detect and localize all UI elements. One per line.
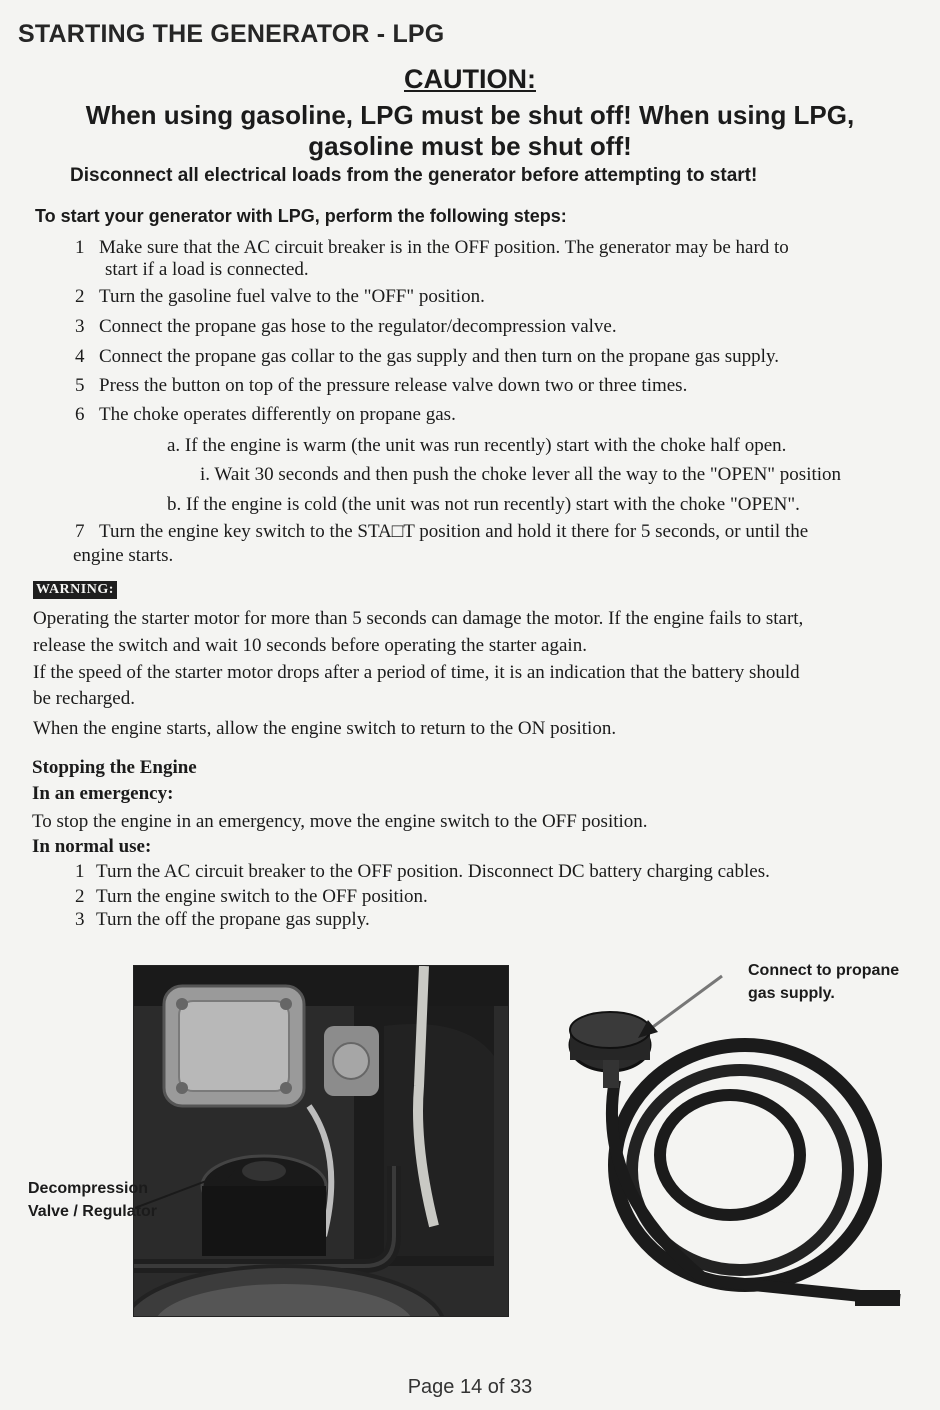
step-text: Turn the AC circuit breaker to the OFF position. Disconnect DC battery charging cables. (96, 861, 770, 882)
caution-heading: CAUTION: (404, 64, 536, 94)
step-number: 7 (75, 521, 85, 542)
choke-cold-note: b. If the engine is cold (the unit was not run recently) start with the choke "OPEN". (167, 494, 800, 515)
steps-heading: To start your generator with LPG, perform the following steps: (35, 206, 567, 226)
emergency-text: To stop the engine in an emergency, move the engine switch to the OFF position. (32, 811, 648, 832)
step-item (75, 345, 779, 369)
step-number: 4 (75, 346, 85, 367)
disconnect-notice: Disconnect all electrical loads from the generator before attempting to start! (70, 165, 758, 186)
step-text: Connect the propane gas hose to the regulator/decompression valve. (99, 316, 617, 337)
step-number: 2 (75, 886, 85, 907)
propane-hose-illustration (555, 990, 905, 1315)
caution-line-2: gasoline must be shut off! (308, 131, 632, 161)
engine-illustration (134, 966, 508, 1316)
warning-text-line: be recharged. (33, 688, 135, 709)
regulator-callout-line-1: Decompression (28, 1180, 149, 1197)
warning-text-line: release the switch and wait 10 seconds before operating the starter again. (33, 635, 587, 656)
propane-callout-line-1: Connect to propane (748, 962, 900, 979)
step-text: Connect the propane gas collar to the gas supply and then turn on the propane gas supply. (99, 346, 779, 367)
step-text: Press the button on top of the pressure release valve down two or three times. (99, 375, 688, 396)
step-text: Turn the gasoline fuel valve to the "OFF" position. (99, 286, 485, 307)
propane-callout-line-2: gas supply. (748, 985, 835, 1002)
propane-callout (748, 959, 899, 1005)
step-number: 5 (75, 375, 85, 396)
step-text: Turn the off the propane gas supply. (96, 909, 370, 930)
warning-text-line: Operating the starter motor for more than 5 seconds can damage the motor. If the engine fails to start, (33, 608, 804, 629)
generator-engine-photo (133, 965, 509, 1317)
step-continuation: start if a load is connected. (105, 259, 309, 280)
step-number: 6 (75, 404, 85, 425)
caution-statement (0, 100, 940, 162)
step-number: 3 (75, 316, 85, 337)
step-text: Make sure that the AC circuit breaker is in the OFF position. The generator may be hard to (99, 237, 789, 258)
step-number: 2 (75, 286, 85, 307)
page-number: Page 14 of 33 (407, 1376, 533, 1398)
page-title: STARTING THE GENERATOR - LPG (18, 20, 445, 48)
step-item (75, 403, 456, 427)
step-item (75, 374, 687, 398)
step-number: 1 (75, 237, 85, 258)
step-item (75, 315, 617, 339)
step-number: 1 (75, 861, 85, 882)
emergency-heading: In an emergency: (32, 783, 174, 804)
warning-text-line: If the speed of the starter motor drops after a period of time, it is an indication that the battery should (33, 662, 800, 683)
choke-wait-note: i. Wait 30 seconds and then push the choke lever all the way to the "OPEN" position (200, 464, 842, 485)
step-item (75, 520, 808, 544)
warning-text-line: When the engine starts, allow the engine switch to return to the ON position. (33, 718, 617, 739)
propane-pointer-arrow (628, 970, 728, 1045)
step-text: Turn the engine key switch to the STA□T position and hold it there for 5 seconds, or until the (99, 521, 809, 542)
warning-label: WARNING: (33, 581, 117, 599)
step-text: The choke operates differently on propane gas. (99, 404, 456, 425)
stop-step-item (75, 908, 370, 932)
stopping-heading: Stopping the Engine (32, 757, 197, 778)
choke-warm-note: a. If the engine is warm (the unit was run recently) start with the choke half open. (167, 435, 787, 456)
regulator-callout-line-2: Valve / Regulator (28, 1203, 157, 1220)
regulator-pointer-arrow (135, 1160, 245, 1220)
caution-line-1: When using gasoline, LPG must be shut off! When using LPG, (85, 100, 855, 130)
step-continuation: engine starts. (73, 545, 174, 566)
stop-step-item (75, 860, 770, 884)
step-item (75, 285, 485, 309)
step-number: 3 (75, 909, 85, 930)
step-text: Turn the engine switch to the OFF position. (96, 886, 428, 907)
step-item (75, 236, 789, 260)
stop-step-item (75, 885, 428, 909)
normal-use-heading: In normal use: (32, 836, 152, 857)
